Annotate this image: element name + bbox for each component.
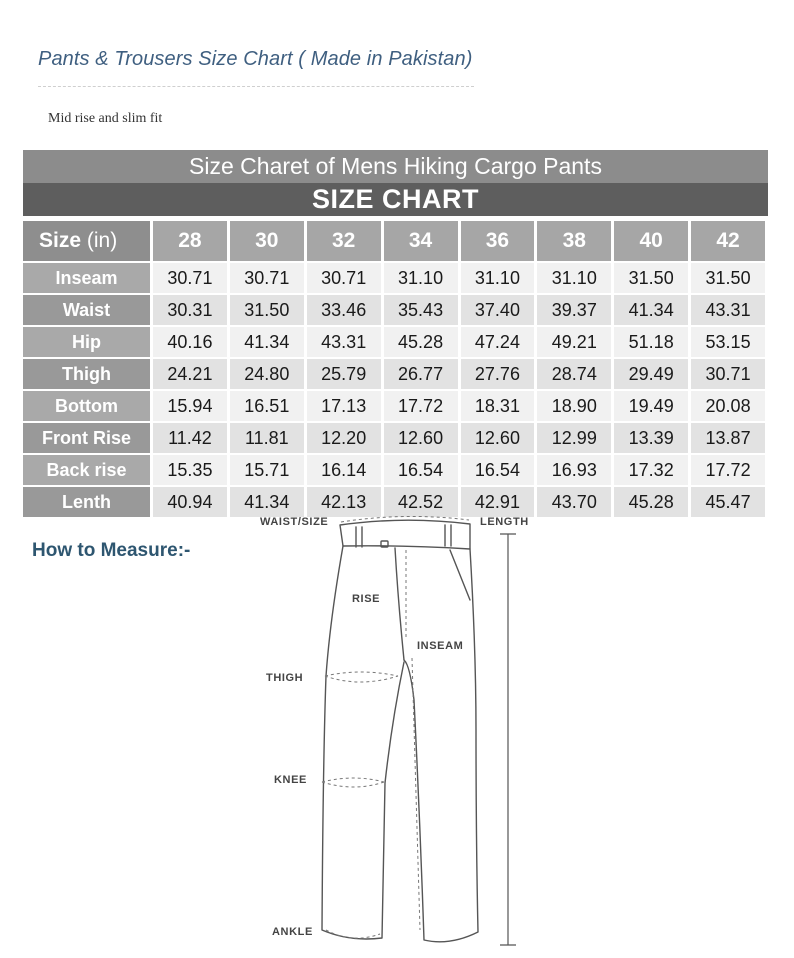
size-label: Size xyxy=(39,229,82,252)
page-subtitle: Mid rise and slim fit xyxy=(48,111,163,126)
table-cell: 47.24 xyxy=(461,327,538,357)
table-cell: 43.31 xyxy=(691,295,768,325)
row-label: Thigh xyxy=(23,359,153,389)
row-label: Waist xyxy=(23,295,153,325)
table-cell: 15.35 xyxy=(153,455,230,485)
belt-loop-right xyxy=(445,525,451,546)
length-label: LENGTH xyxy=(480,516,529,528)
table-cell: 11.81 xyxy=(230,423,307,453)
table-cell: 28.74 xyxy=(537,359,614,389)
table-cell: 40.94 xyxy=(153,487,230,517)
table-cell: 30.71 xyxy=(307,263,384,293)
belt-loop-left xyxy=(356,527,362,547)
table-cell: 18.90 xyxy=(537,391,614,421)
table-cell: 15.71 xyxy=(230,455,307,485)
table-cell: 31.10 xyxy=(537,263,614,293)
table-cell: 51.18 xyxy=(614,327,691,357)
row-label: Front Rise xyxy=(23,423,153,453)
table-cell: 31.50 xyxy=(691,263,768,293)
table-cell: 12.60 xyxy=(461,423,538,453)
table-cell: 41.34 xyxy=(230,487,307,517)
size-column-32: 32 xyxy=(307,221,384,261)
pocket-seam xyxy=(450,550,470,600)
table-cell: 26.77 xyxy=(384,359,461,389)
table-cell: 24.21 xyxy=(153,359,230,389)
waist-size-label: WAIST/SIZE xyxy=(260,516,329,528)
table-cell: 53.15 xyxy=(691,327,768,357)
ankle-label: ANKLE xyxy=(272,926,313,938)
table-cell: 39.37 xyxy=(537,295,614,325)
table-cell: 13.87 xyxy=(691,423,768,453)
page-title: Pants & Trousers Size Chart ( Made in Pakistan) xyxy=(38,48,473,70)
row-label: Bottom xyxy=(23,391,153,421)
ankle-measure-line xyxy=(326,930,380,938)
chart-banner: Size Charet of Mens Hiking Cargo Pants xyxy=(23,150,768,183)
table-cell: 41.34 xyxy=(230,327,307,357)
size-unit: (in) xyxy=(86,229,118,252)
table-cell: 15.94 xyxy=(153,391,230,421)
inseam-label: INSEAM xyxy=(417,640,464,652)
fly-line xyxy=(395,548,404,660)
row-label: Inseam xyxy=(23,263,153,293)
table-cell: 20.08 xyxy=(691,391,768,421)
table-cell: 30.71 xyxy=(691,359,768,389)
table-cell: 31.10 xyxy=(384,263,461,293)
table-cell: 27.76 xyxy=(461,359,538,389)
table-cell: 19.49 xyxy=(614,391,691,421)
table-cell: 11.42 xyxy=(153,423,230,453)
table-cell: 37.40 xyxy=(461,295,538,325)
row-label: Hip xyxy=(23,327,153,357)
table-cell: 25.79 xyxy=(307,359,384,389)
table-cell: 17.72 xyxy=(691,455,768,485)
table-cell: 31.50 xyxy=(230,295,307,325)
table-cell: 42.13 xyxy=(307,487,384,517)
size-column-28: 28 xyxy=(153,221,230,261)
table-cell: 31.50 xyxy=(614,263,691,293)
table-cell: 17.72 xyxy=(384,391,461,421)
size-column-40: 40 xyxy=(614,221,691,261)
knee-measure-line-back xyxy=(322,778,384,782)
table-cell: 13.39 xyxy=(614,423,691,453)
size-column-42: 42 xyxy=(691,221,768,261)
rise-label: RISE xyxy=(352,593,381,605)
thigh-label: THIGH xyxy=(266,672,304,684)
thigh-measure-line xyxy=(325,676,398,682)
knee-measure-line xyxy=(322,782,384,787)
row-label: Back rise xyxy=(23,455,153,485)
table-cell: 43.70 xyxy=(537,487,614,517)
size-column-36: 36 xyxy=(461,221,538,261)
table-cell: 16.93 xyxy=(537,455,614,485)
knee-label: KNEE xyxy=(274,774,307,786)
table-cell: 12.99 xyxy=(537,423,614,453)
table-cell: 31.10 xyxy=(461,263,538,293)
table-cell: 24.80 xyxy=(230,359,307,389)
table-cell: 29.49 xyxy=(614,359,691,389)
table-cell: 43.31 xyxy=(307,327,384,357)
table-cell: 16.54 xyxy=(384,455,461,485)
right-leg-outline xyxy=(404,549,478,942)
table-cell: 17.32 xyxy=(614,455,691,485)
waist-measure-line xyxy=(341,516,469,522)
table-cell: 18.31 xyxy=(461,391,538,421)
table-cell: 16.51 xyxy=(230,391,307,421)
table-cell: 40.16 xyxy=(153,327,230,357)
size-column-38: 38 xyxy=(537,221,614,261)
row-label: Lenth xyxy=(23,487,153,517)
chart-heading: SIZE CHART xyxy=(23,183,768,216)
table-cell: 42.91 xyxy=(461,487,538,517)
table-cell: 17.13 xyxy=(307,391,384,421)
table-cell: 16.54 xyxy=(461,455,538,485)
size-column-30: 30 xyxy=(230,221,307,261)
table-cell: 49.21 xyxy=(537,327,614,357)
table-cell: 12.20 xyxy=(307,423,384,453)
size-column-34: 34 xyxy=(384,221,461,261)
table-cell: 30.31 xyxy=(153,295,230,325)
how-to-measure-heading: How to Measure:- xyxy=(32,540,191,561)
length-measure-line xyxy=(500,534,516,945)
table-cell: 30.71 xyxy=(153,263,230,293)
table-cell: 45.28 xyxy=(614,487,691,517)
table-cell: 30.71 xyxy=(230,263,307,293)
table-cell: 41.34 xyxy=(614,295,691,325)
table-cell: 45.28 xyxy=(384,327,461,357)
table-cell: 12.60 xyxy=(384,423,461,453)
table-cell: 33.46 xyxy=(307,295,384,325)
table-cell: 16.14 xyxy=(307,455,384,485)
table-cell: 42.52 xyxy=(384,487,461,517)
table-cell: 35.43 xyxy=(384,295,461,325)
table-cell: 45.47 xyxy=(691,487,768,517)
thigh-measure-line-back xyxy=(325,672,398,676)
